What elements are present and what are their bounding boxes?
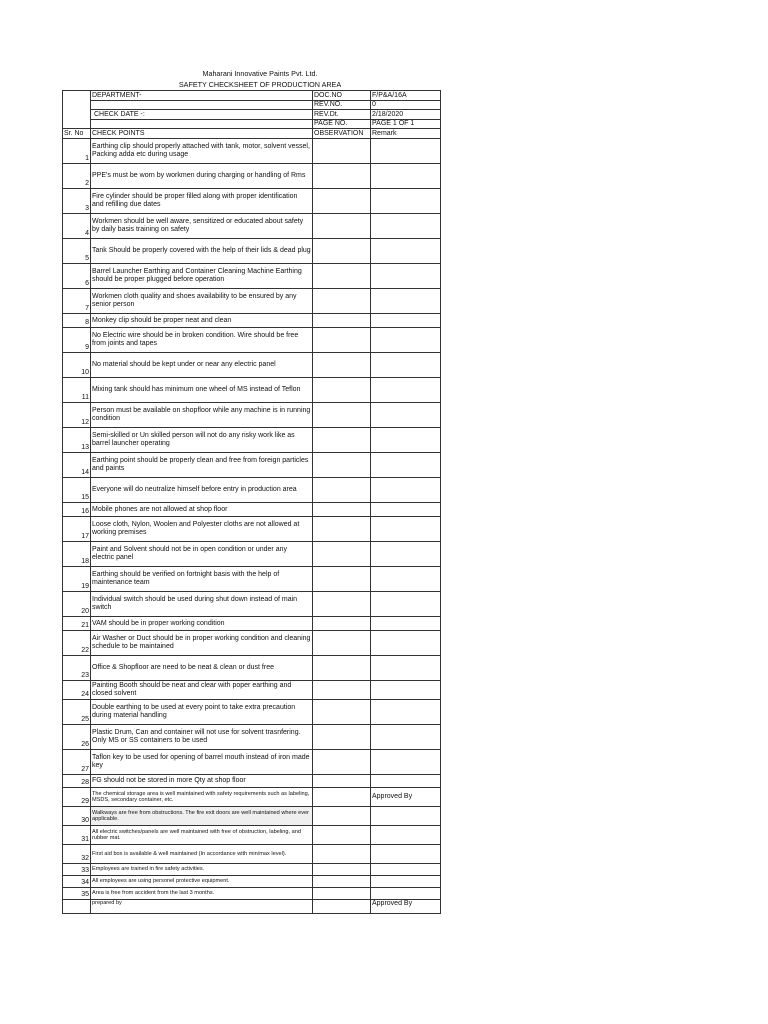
row-number: 26: [63, 724, 91, 749]
observation-cell[interactable]: [313, 288, 371, 313]
observation-cell[interactable]: [313, 887, 371, 899]
table-row: [63, 844, 441, 863]
check-date-label: CHECK DATE -:: [91, 110, 313, 120]
observation-cell[interactable]: [313, 352, 371, 377]
observation-cell[interactable]: [313, 163, 371, 188]
remark-cell[interactable]: [371, 806, 441, 825]
check-point-text: Air Washer or Duct should be in proper working condition and cleaning schedule to be maintained: [91, 630, 313, 655]
remark-cell[interactable]: [371, 188, 441, 213]
table-row: [63, 516, 441, 541]
observation-cell[interactable]: [313, 541, 371, 566]
rev-no-value: 0: [371, 100, 441, 110]
row-number: 4: [63, 213, 91, 238]
remark-cell[interactable]: [371, 724, 441, 749]
check-point-text: Plastic Drum, Can and container will not use for solvent trasnfering. Only MS or SS containers to be used: [91, 724, 313, 749]
page-no-label: PAGE NO.: [313, 119, 371, 129]
header-blank-cell: [63, 91, 91, 129]
remark-cell[interactable]: [371, 566, 441, 591]
check-date-value: [91, 119, 313, 129]
table-row: [63, 288, 441, 313]
table-row: [63, 427, 441, 452]
check-point-text: Workmen cloth quality and shoes availability to be ensured by any senior person: [91, 288, 313, 313]
check-point-text: Employees are trained in fire safety activities.: [91, 863, 313, 875]
remark-cell[interactable]: [371, 825, 441, 844]
check-point-text: FG should not be stored in more Qty at shop floor: [91, 774, 313, 787]
observation-cell[interactable]: [313, 516, 371, 541]
check-point-text: Office & Shopfloor are need to be neat & clean or dust free: [91, 655, 313, 680]
table-row: [63, 863, 441, 875]
remark-cell[interactable]: [371, 699, 441, 724]
observation-cell[interactable]: [313, 844, 371, 863]
remark-cell[interactable]: [371, 541, 441, 566]
observation-cell[interactable]: [313, 655, 371, 680]
observation-cell[interactable]: [313, 402, 371, 427]
observation-cell[interactable]: [313, 238, 371, 263]
table-row: [63, 541, 441, 566]
observation-cell[interactable]: [313, 427, 371, 452]
table-row: [63, 680, 441, 699]
row-number: 22: [63, 630, 91, 655]
checksheet-table: [62, 90, 441, 914]
remark-cell[interactable]: [371, 844, 441, 863]
check-point-text: All electric switches/panels are well maintained with free of obstruction, labeling, and rubber mat.: [91, 825, 313, 844]
rev-dt-value: 2/18/2020: [371, 110, 441, 120]
observation-cell[interactable]: [313, 377, 371, 402]
observation-cell[interactable]: [313, 188, 371, 213]
row-number: 2: [63, 163, 91, 188]
check-points-header: CHECK POINTS: [91, 129, 313, 139]
rev-dt-label: REV.Dt.: [313, 110, 371, 120]
check-point-text: Earthing point should be properly clean and free from foreign particles and paints: [91, 452, 313, 477]
table-row: [63, 749, 441, 774]
remark-cell[interactable]: [371, 402, 441, 427]
observation-cell[interactable]: [313, 566, 371, 591]
remark-cell[interactable]: [371, 377, 441, 402]
footer-blank-cell: [63, 899, 91, 913]
remark-cell[interactable]: [371, 680, 441, 699]
row-number: 24: [63, 680, 91, 699]
row-number: 30: [63, 806, 91, 825]
observation-cell[interactable]: [313, 774, 371, 787]
table-row: [63, 138, 441, 163]
observation-cell[interactable]: [313, 875, 371, 887]
remark-cell[interactable]: [371, 616, 441, 630]
remark-cell[interactable]: [371, 313, 441, 327]
check-point-text: No material should be kept under or near any electric panel: [91, 352, 313, 377]
remark-cell[interactable]: [371, 288, 441, 313]
table-row: [63, 213, 441, 238]
row-number: 19: [63, 566, 91, 591]
check-point-text: Earthing clip should properly attached with tank, motor, solvent vessel, Packing adda etc during usage: [91, 138, 313, 163]
remark-cell[interactable]: [371, 427, 441, 452]
checksheet-body: [63, 91, 441, 914]
check-point-text: Barrel Launcher Earthing and Container Cleaning Machine Earthing should be proper plugged before operation: [91, 263, 313, 288]
table-row: [63, 630, 441, 655]
check-point-text: PPE's must be worn by workmen during charging or handling of Rms: [91, 163, 313, 188]
company-name: Maharani Innovative Paints Pvt. Ltd.: [202, 69, 318, 78]
row-number: 27: [63, 749, 91, 774]
check-point-text: The chemical storage area is well maintained with safety requirements such as labeling, MSDS, secondary container, etc.: [91, 787, 313, 806]
row-number: 31: [63, 825, 91, 844]
observation-cell[interactable]: [313, 213, 371, 238]
check-point-text: Double earthing to be used at every point to take extra precaution during material handling: [91, 699, 313, 724]
table-row: [63, 477, 441, 502]
footer-observation-cell: [313, 899, 371, 913]
doc-no-label: DOC.NO: [313, 91, 371, 101]
observation-cell[interactable]: [313, 502, 371, 516]
observation-cell[interactable]: [313, 724, 371, 749]
remark-cell[interactable]: [371, 163, 441, 188]
table-row: [63, 163, 441, 188]
header-row-rev-no: [63, 100, 441, 110]
observation-cell[interactable]: [313, 138, 371, 163]
row-number: 3: [63, 188, 91, 213]
table-row: [63, 402, 441, 427]
remark-cell[interactable]: [371, 477, 441, 502]
remark-cell[interactable]: [371, 875, 441, 887]
remark-cell[interactable]: [371, 655, 441, 680]
row-number: 13: [63, 427, 91, 452]
remark-cell[interactable]: [371, 863, 441, 875]
prepared-by-label: prepared by: [91, 899, 313, 913]
check-point-text: Everyone will do neutralize himself before entry in production area: [91, 477, 313, 502]
observation-cell[interactable]: [313, 263, 371, 288]
observation-cell[interactable]: [313, 313, 371, 327]
doc-no-value: F/P&A/16A: [371, 91, 441, 101]
row-number: 18: [63, 541, 91, 566]
remark-cell[interactable]: [371, 630, 441, 655]
remark-cell[interactable]: [371, 452, 441, 477]
table-row: [63, 352, 441, 377]
row-number: 9: [63, 327, 91, 352]
row-number: 17: [63, 516, 91, 541]
check-point-text: Person must be available on shopfloor while any machine is in running condition: [91, 402, 313, 427]
observation-cell[interactable]: [313, 680, 371, 699]
row-number: 35: [63, 887, 91, 899]
remark-cell[interactable]: [371, 516, 441, 541]
department-value: [91, 100, 313, 110]
table-row: [63, 774, 441, 787]
observation-cell[interactable]: [313, 787, 371, 806]
remark-cell[interactable]: [371, 238, 441, 263]
row-number: 28: [63, 774, 91, 787]
table-row: [63, 806, 441, 825]
check-point-text: Mobile phones are not allowed at shop floor: [91, 502, 313, 516]
check-point-text: Walkways are free from obstructions. The fire exit doors are well maintained where ever applicable.: [91, 806, 313, 825]
rev-no-label: REV.NO.: [313, 100, 371, 110]
observation-cell[interactable]: [313, 825, 371, 844]
check-point-text: Monkey clip should be proper neat and clean: [91, 313, 313, 327]
observation-cell[interactable]: [313, 863, 371, 875]
table-row: [63, 188, 441, 213]
remark-cell[interactable]: [371, 352, 441, 377]
observation-cell[interactable]: [313, 616, 371, 630]
check-point-text: No Electric wire should be in broken condition. Wire should be free from joints and tapes: [91, 327, 313, 352]
table-row: [63, 655, 441, 680]
check-point-text: Area is free from accident from the last 3 months.: [91, 887, 313, 899]
remark-header: Remark: [371, 129, 441, 139]
check-point-text: Taflon key to be used for opening of barrel mouth instead of iron made key: [91, 749, 313, 774]
row-number: 29: [63, 787, 91, 806]
table-row: [63, 566, 441, 591]
remark-cell[interactable]: [371, 774, 441, 787]
remark-cell[interactable]: [371, 138, 441, 163]
row-number: 1: [63, 138, 91, 163]
table-row: [63, 591, 441, 616]
table-row: [63, 452, 441, 477]
observation-cell[interactable]: [313, 749, 371, 774]
row-number: 7: [63, 288, 91, 313]
row-number: 33: [63, 863, 91, 875]
table-row: [63, 887, 441, 899]
table-row: [63, 327, 441, 352]
approved-by-label: Approved By: [371, 899, 441, 913]
observation-cell[interactable]: [313, 630, 371, 655]
row-number: 10: [63, 352, 91, 377]
department-label: DEPARTMENT-: [91, 91, 313, 101]
remark-cell[interactable]: [371, 887, 441, 899]
row-number: 32: [63, 844, 91, 863]
row-number: 14: [63, 452, 91, 477]
remark-cell[interactable]: [371, 591, 441, 616]
column-header-row: [63, 129, 441, 139]
header-row-doc-no: [63, 91, 441, 101]
check-point-text: VAM should be in proper working condition: [91, 616, 313, 630]
check-point-text: Earthing should be verified on fortnight basis with the help of maintenance team: [91, 566, 313, 591]
table-row: [63, 616, 441, 630]
table-row: [63, 724, 441, 749]
safety-checksheet: [62, 68, 440, 914]
check-point-text: All employees are using personel protective equipment.: [91, 875, 313, 887]
header-row-rev-dt: [63, 110, 441, 120]
footer-row: [63, 899, 441, 913]
observation-cell[interactable]: [313, 452, 371, 477]
remark-cell[interactable]: Approved By: [371, 787, 441, 806]
check-point-text: Paint and Solvent should not be in open condition or under any electric panel: [91, 541, 313, 566]
check-point-text: Individual switch should be used during shut down instead of main switch: [91, 591, 313, 616]
row-number: 12: [63, 402, 91, 427]
table-row: [63, 699, 441, 724]
sheet-title: SAFETY CHECKSHEET OF PRODUCTION AREA: [178, 80, 342, 89]
table-row: [63, 825, 441, 844]
row-number: 16: [63, 502, 91, 516]
table-row: [63, 377, 441, 402]
row-number: 23: [63, 655, 91, 680]
check-point-text: Workmen should be well aware, sensitized or educated about safety by daily basis training on safety: [91, 213, 313, 238]
check-point-text: Mixing tank should has minimum one wheel of MS instead of Teflon: [91, 377, 313, 402]
row-number: 5: [63, 238, 91, 263]
check-point-text: Fire cylinder should be proper filled along with proper identification and refilling due dates: [91, 188, 313, 213]
check-point-text: Loose cloth, Nylon, Woolen and Polyester cloths are not allowed at working premises: [91, 516, 313, 541]
row-number: 20: [63, 591, 91, 616]
remark-cell[interactable]: [371, 263, 441, 288]
table-row: [63, 502, 441, 516]
observation-cell[interactable]: [313, 591, 371, 616]
table-row: [63, 263, 441, 288]
row-number: 25: [63, 699, 91, 724]
remark-cell[interactable]: [371, 327, 441, 352]
check-point-text: First aid box is available & well maintained (In accordance with min/max level).: [91, 844, 313, 863]
row-number: 6: [63, 263, 91, 288]
row-number: 34: [63, 875, 91, 887]
remark-cell[interactable]: [371, 502, 441, 516]
remark-cell[interactable]: [371, 213, 441, 238]
observation-cell[interactable]: [313, 806, 371, 825]
header-row-page-no: [63, 119, 441, 129]
table-row: [63, 238, 441, 263]
page-no-value: PAGE 1 OF 1: [371, 119, 441, 129]
observation-cell[interactable]: [313, 477, 371, 502]
observation-cell[interactable]: [313, 327, 371, 352]
check-point-text: Semi-skilled or Un skilled person will not do any risky work like as barrel launcher operating: [91, 427, 313, 452]
row-number: 8: [63, 313, 91, 327]
row-number: 11: [63, 377, 91, 402]
observation-cell[interactable]: [313, 699, 371, 724]
row-number: 15: [63, 477, 91, 502]
table-row: [63, 875, 441, 887]
sr-no-header: Sr. No: [63, 129, 91, 139]
table-row: [63, 787, 441, 806]
check-point-text: Tank Should be properly covered with the help of their lids & dead plug: [91, 238, 313, 263]
row-number: 21: [63, 616, 91, 630]
observation-header: OBSERVATION: [313, 129, 371, 139]
check-point-text: Painting Booth should be neat and clear with poper earthing and closed solvent: [91, 680, 313, 699]
table-row: [63, 313, 441, 327]
remark-cell[interactable]: [371, 749, 441, 774]
